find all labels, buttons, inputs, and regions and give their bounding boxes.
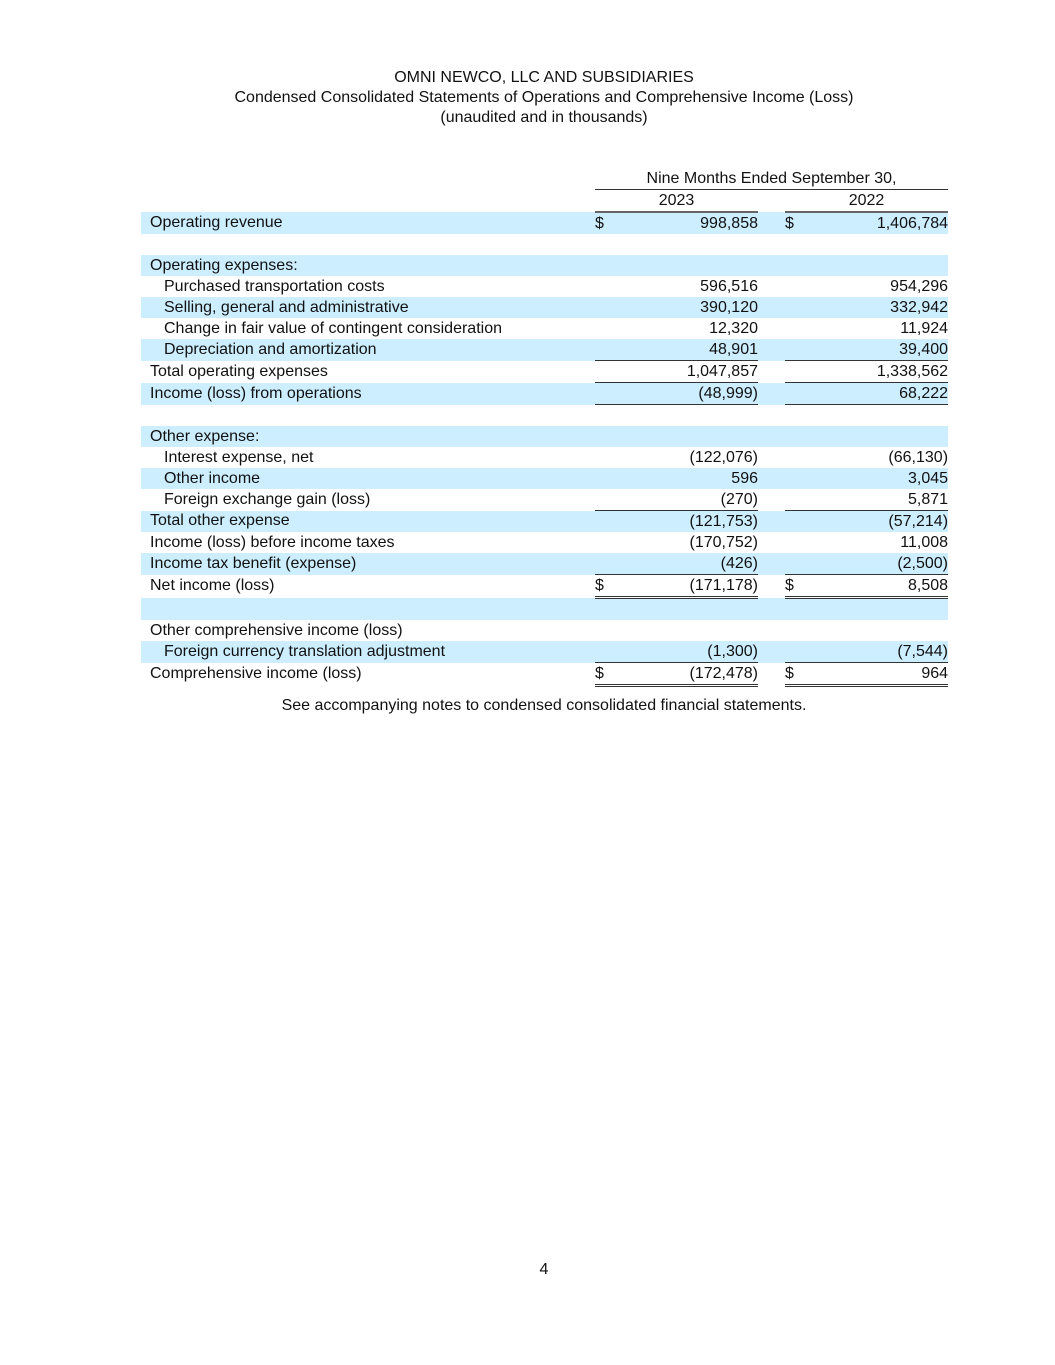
table-row-contingent-consideration: [141, 318, 948, 339]
value-2022: 1,338,562: [805, 361, 948, 383]
statement-title: Condensed Consolidated Statements of Operations and Comprehensive Income (Loss): [234, 89, 854, 106]
table-row-operating-revenue: [141, 212, 948, 234]
spacer-row: [141, 234, 948, 255]
row-label: Other comprehensive income (loss): [150, 621, 403, 639]
year-2023-header: 2023: [595, 190, 758, 213]
value-2023: (122,076): [689, 448, 758, 466]
row-label: Depreciation and amortization: [141, 339, 595, 361]
spacer-row: [141, 598, 948, 621]
value-2023: (426): [615, 553, 758, 575]
table-row-income-before-taxes: [141, 532, 948, 553]
table-row-fx-gain-loss: [141, 489, 948, 511]
spacer-row: [141, 405, 948, 427]
value-2022: 954,296: [890, 277, 949, 295]
row-label: Selling, general and administrative: [141, 297, 595, 318]
row-label: Total operating expenses: [150, 362, 328, 380]
row-label: Foreign currency translation adjustment: [141, 641, 595, 663]
table-row-depreciation: [141, 339, 948, 361]
row-label: Operating revenue: [141, 212, 595, 234]
row-label: Income tax benefit (expense): [141, 553, 595, 575]
value-2022: 11,008: [900, 533, 949, 551]
value-2022: 964: [805, 663, 948, 686]
table-row-comprehensive-income: [141, 663, 948, 686]
table-row-fx-translation: [141, 641, 948, 663]
row-label: Other expense:: [141, 426, 595, 447]
table-row-income-from-operations: [141, 383, 948, 405]
value-2023: (170,752): [689, 533, 758, 551]
value-2023: (270): [615, 489, 758, 511]
value-2022: 8,508: [805, 575, 948, 598]
year-2022-header: 2022: [785, 190, 948, 213]
row-label: Purchased transportation costs: [164, 277, 385, 295]
value-2023: 596: [615, 468, 758, 489]
table-row-total-operating-expenses: [141, 361, 948, 383]
currency-symbol: $: [595, 663, 615, 686]
section-header-other-expense: [141, 426, 948, 447]
value-2022: 3,045: [805, 468, 948, 489]
income-statement-table: [141, 168, 948, 687]
section-header-operating-expenses: [141, 255, 948, 276]
footnote: See accompanying notes to condensed consolidated financial statements.: [281, 697, 807, 714]
period-header: Nine Months Ended September 30,: [595, 168, 948, 190]
page-number: 4: [539, 1261, 549, 1278]
value-2022: (66,130): [888, 448, 949, 466]
year-header-row: [141, 190, 948, 213]
value-2023: 390,120: [615, 297, 758, 318]
value-2022: 11,924: [900, 319, 949, 337]
statement-subtitle: (unaudited and in thousands): [440, 109, 648, 126]
row-label: Operating expenses:: [141, 255, 595, 276]
currency-symbol: $: [595, 575, 615, 598]
value-2022: 39,400: [805, 339, 948, 361]
value-2023: (48,999): [615, 383, 758, 405]
row-label: Net income (loss): [150, 577, 275, 594]
value-2022: (57,214): [805, 511, 948, 533]
value-2023: 998,858: [615, 212, 758, 234]
row-label: Interest expense, net: [164, 448, 314, 466]
statement-header: [0, 68, 1055, 128]
row-label: Total other expense: [141, 511, 595, 533]
row-label: Other income: [141, 468, 595, 489]
table-row-net-income: [141, 575, 948, 598]
row-label: Income (loss) from operations: [141, 383, 595, 405]
table-row-purchased-transportation: [141, 276, 948, 297]
period-header-row: [141, 168, 948, 190]
table-row-income-tax: [141, 553, 948, 575]
currency-symbol: $: [785, 212, 805, 234]
value-2023: (171,178): [615, 575, 758, 598]
row-label: Comprehensive income (loss): [150, 665, 362, 682]
value-2022: (7,544): [805, 641, 948, 663]
currency-symbol: $: [785, 663, 805, 686]
row-label: Foreign exchange gain (loss): [164, 490, 371, 508]
row-label: Change in fair value of contingent consideration: [164, 319, 502, 337]
value-2022: (2,500): [805, 553, 948, 575]
value-2023: (172,478): [615, 663, 758, 686]
value-2022: 1,406,784: [805, 212, 948, 234]
value-2023: (121,753): [615, 511, 758, 533]
value-2023: 12,320: [709, 319, 758, 337]
table-row-sga: [141, 297, 948, 318]
value-2023: 48,901: [615, 339, 758, 361]
value-2022: 5,871: [805, 489, 948, 511]
section-header-oci: [141, 620, 948, 641]
value-2022: 332,942: [805, 297, 948, 318]
value-2022: 68,222: [805, 383, 948, 405]
value-2023: 1,047,857: [615, 361, 758, 383]
currency-symbol: $: [595, 212, 615, 234]
company-name: OMNI NEWCO, LLC AND SUBSIDIARIES: [394, 69, 694, 86]
currency-symbol: $: [785, 575, 805, 598]
table-row-total-other-expense: [141, 511, 948, 533]
table-row-other-income: [141, 468, 948, 489]
row-label: Income (loss) before income taxes: [150, 533, 395, 551]
value-2023: (1,300): [615, 641, 758, 663]
table-row-interest-expense: [141, 447, 948, 468]
value-2023: 596,516: [700, 277, 758, 295]
